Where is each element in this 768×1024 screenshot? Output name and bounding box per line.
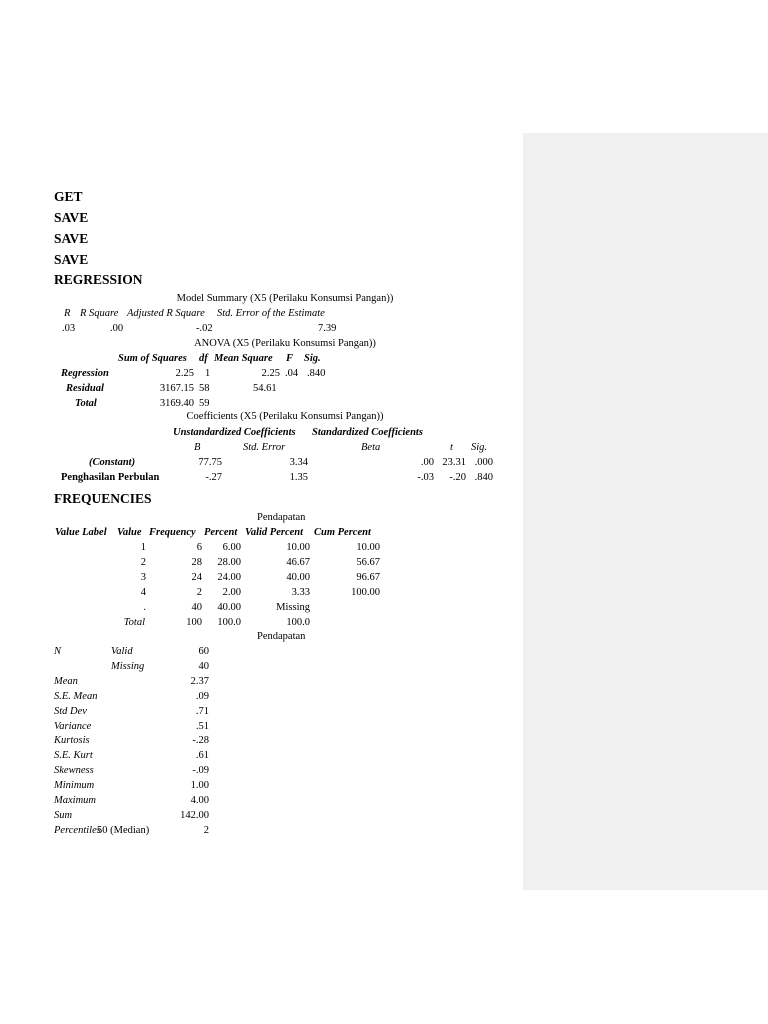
stats-row-value: 2 [203,824,209,836]
anova-header-f: F [286,353,294,364]
anova-cell-sig: .840 [307,368,326,379]
stats-row-label: N [54,646,62,657]
freq-cell-cpct: 56.67 [356,557,380,568]
coefficients-cell-se: 1.35 [289,472,308,483]
stats-row-label: S.E. Mean [54,690,98,702]
freq-cell-cpct: 10.00 [356,542,380,553]
anova-row-label: Regression [61,368,109,379]
anova-cell-ss: 3169.40 [159,398,194,409]
stats-row-label: Percentiles [54,824,101,836]
stats-row-label: Maximum [54,795,96,806]
freq-header-label: Value Label [55,527,107,538]
stats-row-value: .61 [195,750,209,762]
stats-row-label: Mean [54,675,78,687]
freq-cell-value: 4 [140,587,146,598]
model-summary-rsq: .00 [110,323,124,334]
stats-row-label: Sum [54,809,73,821]
model-summary-stderr: 7.39 [318,323,337,334]
freq-cell-pct: 40.00 [217,602,241,613]
freq-cell-vpct: 40.00 [286,572,310,583]
stats-row-label: Skewness [54,765,94,777]
coefficients-cell-sig: .000 [474,457,493,468]
freq-cell-vpct: 3.33 [291,587,310,598]
stats-row-value: .71 [195,705,209,717]
model-summary-header-adjrsq: Adjusted R Square [127,308,205,319]
freq-cell-freq: 6 [196,542,202,553]
freq-cell-freq: 28 [191,557,202,568]
stats-row-value: .09 [195,690,209,702]
comment-pane [523,133,768,890]
anova-cell-ss: 3167.15 [159,383,194,394]
anova-header-ms: Mean Square [214,353,273,364]
stats-row-sublabel: Missing [111,660,145,672]
coefficients-header-beta: Beta [361,442,381,453]
model-summary-header-rsq: R Square [80,308,119,319]
freq-header-cum-percent: Cum Percent [314,527,371,538]
freq-cell-cpct: 100.00 [351,587,380,598]
freq-cell-vpct: Missing [276,602,310,613]
command-regression: REGRESSION [54,272,143,287]
command-save: SAVE [54,252,89,267]
anova-header-sig: Sig. [304,353,321,364]
anova-row-label: Residual [66,383,104,394]
coefficients-header-b: B [194,442,201,453]
model-summary-header-stderr: Std. Error of the Estimate [217,308,325,319]
freq-cell-pct: 100.0 [217,617,241,628]
stats-row-label: S.E. Kurt [54,750,93,762]
stats-row-label: Kurtosis [54,735,90,747]
coefficients-cell-beta: -.03 [417,472,434,483]
anova-title: ANOVA (X5 (Perilaku Konsumsi Pangan)) [194,338,376,349]
command-get: GET [54,189,83,204]
coefficients-header-sig: Sig. [471,442,488,453]
freq-header-value: Value [117,527,142,538]
freq-header-valid-percent: Valid Percent [245,527,304,538]
stats-row-value: -.28 [192,735,209,747]
freq-cell-pct: 24.00 [217,572,241,583]
stats-row-label: Std Dev [54,705,87,717]
stats-row-value: -.09 [192,765,209,777]
freq-cell-value: . [143,602,146,613]
anova-row-label: Total [75,398,97,409]
stats-table-title: Pendapatan [257,631,306,642]
anova-cell-df: 59 [199,398,210,409]
stats-row-value: 142.00 [180,809,209,821]
freq-header-frequency: Frequency [149,527,196,538]
coefficients-group-std: Standardized Coefficients [312,427,423,438]
freq-cell-pct: 6.00 [222,542,241,553]
anova-cell-ss: 2.25 [175,368,194,379]
freq-cell-cpct: 96.67 [356,572,380,583]
coefficients-cell-sig: .840 [474,472,493,483]
anova-cell-ms: 2.25 [261,368,280,379]
anova-header-df: df [199,353,208,364]
coefficients-cell-t: -.20 [449,472,466,483]
freq-cell-pct: 28.00 [217,557,241,568]
coefficients-header-se: Std. Error [243,442,286,453]
freq-cell-freq: 100 [186,617,202,628]
freq-cell-vpct: 46.67 [286,557,310,568]
coefficients-cell-se: 3.34 [289,457,308,468]
coefficients-title: Coefficients (X5 (Perilaku Konsumsi Pangan)) [186,411,384,422]
stats-row-sublabel: Valid [111,646,133,657]
freq-cell-freq: 2 [196,587,202,598]
model-summary-title: Model Summary (X5 (Perilaku Konsumsi Pangan)) [176,293,394,304]
stats-row-label: Minimum [54,780,95,792]
stats-row-sublabel: 50 (Median) [97,824,150,836]
model-summary-header-r: R [64,308,71,319]
anova-cell-df: 58 [199,383,210,394]
coefficients-header-t: t [450,442,453,453]
freq-cell-value: 2 [140,557,146,568]
freq-cell-vpct: 10.00 [286,542,310,553]
freq-table-title: Pendapatan [257,512,306,523]
stats-row-value: .51 [195,720,209,732]
anova-cell-ms: 54.61 [253,383,277,394]
stats-row-value: 60 [198,646,209,657]
anova-header-ss: Sum of Squares [118,353,187,364]
freq-cell-vpct: 100.0 [286,617,310,628]
command-save: SAVE [54,210,89,225]
freq-cell-pct: 2.00 [222,587,241,598]
coefficients-cell-b: 77.75 [198,457,222,468]
coefficients-group-unstd: Unstandardized Coefficients [173,427,296,438]
coefficients-row-label: Penghasilan Perbulan [61,472,160,483]
coefficients-row-label: (Constant) [89,457,136,468]
model-summary-r: .03 [62,323,76,334]
coefficients-cell-t: 23.31 [442,457,466,468]
stats-row-value: 2.37 [190,675,209,687]
command-save: SAVE [54,231,89,246]
freq-cell-freq: 40 [191,602,202,613]
freq-cell-freq: 24 [191,572,202,583]
freq-cell-value: 3 [140,572,146,583]
coefficients-cell-beta: .00 [420,457,434,468]
stats-row-value: 40 [198,660,209,672]
stats-row-label: Variance [54,720,92,732]
stats-row-value: 1.00 [190,780,209,792]
freq-header-percent: Percent [204,527,238,538]
freq-cell-value: 1 [140,542,146,553]
coefficients-cell-b: -.27 [205,472,222,483]
model-summary-adjrsq: -.02 [196,323,213,334]
anova-cell-f: .04 [285,368,299,379]
anova-cell-df: 1 [205,368,211,379]
stats-row-value: 4.00 [190,795,209,806]
command-frequencies: FREQUENCIES [54,491,152,506]
freq-cell-label: Total [123,617,145,628]
